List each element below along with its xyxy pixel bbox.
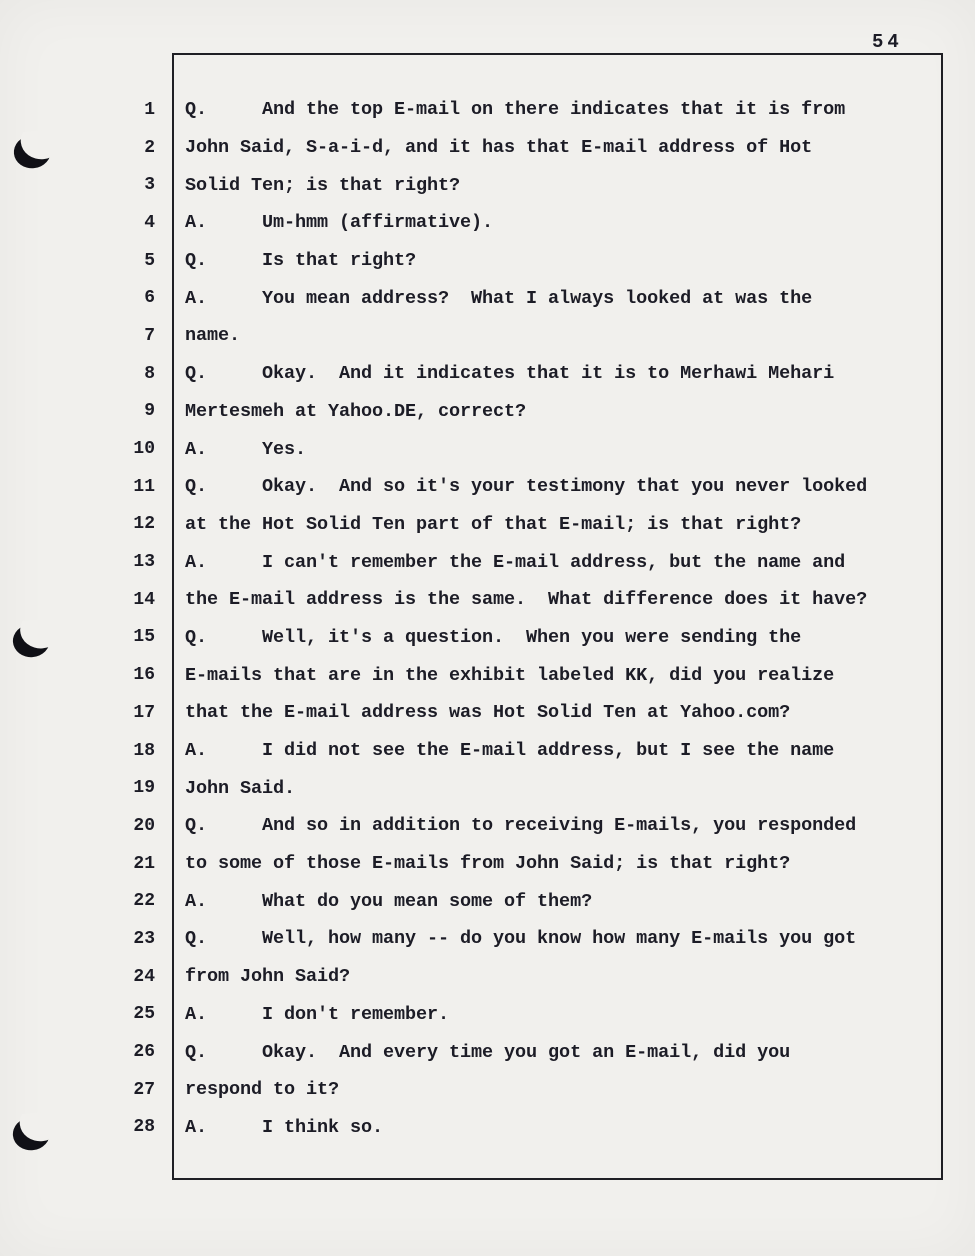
line-text: that the E-mail address was Hot Solid Ten at Yahoo.com? [185, 702, 791, 724]
line-text: Mertesmeh at Yahoo.DE, correct? [185, 400, 527, 422]
transcript-line [0, 355, 975, 393]
transcript-line [0, 279, 975, 317]
line-number: 3 [144, 175, 155, 196]
line-text: John Said. [185, 777, 296, 799]
line-text: A. What do you mean some of them? [185, 890, 593, 912]
transcript-line [0, 769, 975, 807]
transcript-line [0, 1109, 975, 1147]
transcript-line [0, 204, 975, 242]
line-number: 6 [144, 288, 155, 309]
line-number: 20 [133, 815, 155, 836]
line-number: 18 [133, 740, 155, 761]
transcript-line [0, 506, 975, 544]
line-number: 12 [133, 514, 155, 535]
line-text: Solid Ten; is that right? [185, 174, 461, 196]
transcript-line [0, 581, 975, 619]
transcript-line [0, 920, 975, 958]
line-text: the E-mail address is the same. What difference does it have? [185, 589, 868, 611]
transcript-rows [0, 91, 975, 1146]
line-number: 16 [133, 665, 155, 686]
line-number: 2 [144, 137, 155, 158]
line-number: 17 [133, 702, 155, 723]
line-text: John Said, S-a-i-d, and it has that E-mail address of Hot [185, 137, 813, 159]
line-text: Q. Well, how many -- do you know how many E-mails you got [185, 928, 857, 950]
line-number: 15 [133, 627, 155, 648]
line-number: 7 [144, 325, 155, 346]
line-text: Q. And the top E-mail on there indicates that it is from [185, 99, 846, 121]
line-text: A. You mean address? What I always looked at was the [185, 287, 813, 309]
line-text: at the Hot Solid Ten part of that E-mail; is that right? [185, 513, 802, 535]
line-number: 8 [144, 363, 155, 384]
line-text: name. [185, 325, 241, 347]
line-text: E-mails that are in the exhibit labeled KK, did you realize [185, 664, 835, 686]
transcript-line [0, 958, 975, 996]
line-number: 28 [133, 1117, 155, 1138]
transcript-line [0, 619, 975, 657]
line-number: 23 [133, 928, 155, 949]
line-number: 19 [133, 778, 155, 799]
line-number: 11 [133, 476, 155, 497]
line-number: 24 [133, 966, 155, 987]
line-number: 25 [133, 1004, 155, 1025]
line-text: A. I think so. [185, 1116, 384, 1138]
line-number: 9 [144, 401, 155, 422]
line-text: A. I can't remember the E-mail address, but the name and [185, 551, 846, 573]
line-number: 14 [133, 589, 155, 610]
transcript-line [0, 317, 975, 355]
transcript-line [0, 166, 975, 204]
transcript-line [0, 694, 975, 732]
line-number: 1 [144, 99, 155, 120]
transcript-line [0, 732, 975, 770]
line-number: 4 [144, 212, 155, 233]
line-text: A. Um-hmm (affirmative). [185, 212, 494, 234]
transcript-line [0, 1033, 975, 1071]
line-number: 27 [133, 1079, 155, 1100]
line-text: A. Yes. [185, 438, 307, 460]
transcript-line [0, 430, 975, 468]
transcript-line [0, 543, 975, 581]
transcript-line [0, 468, 975, 506]
line-text: A. I did not see the E-mail address, but I see the name [185, 740, 835, 762]
line-text: A. I don't remember. [185, 1003, 450, 1025]
line-number: 26 [133, 1042, 155, 1063]
line-text: to some of those E-mails from John Said; is that right? [185, 853, 791, 875]
transcript-line [0, 1071, 975, 1109]
line-text: Q. Okay. And every time you got an E-mail, did you [185, 1041, 791, 1063]
transcript-line [0, 996, 975, 1034]
line-text: Q. Okay. And it indicates that it is to Merhawi Mehari [185, 363, 835, 385]
line-text: Q. Is that right? [185, 250, 417, 272]
transcript-line [0, 91, 975, 129]
transcript-line [0, 882, 975, 920]
line-number: 13 [133, 552, 155, 573]
line-text: Q. And so in addition to receiving E-mails, you responded [185, 815, 857, 837]
line-text: respond to it? [185, 1079, 340, 1101]
transcript-line [0, 807, 975, 845]
line-number: 5 [144, 250, 155, 271]
transcript-line [0, 129, 975, 167]
line-text: from John Said? [185, 966, 351, 988]
page-number: 54 [872, 31, 903, 53]
line-number: 22 [133, 891, 155, 912]
line-text: Q. Okay. And so it's your testimony that you never looked [185, 476, 868, 498]
transcript-line [0, 845, 975, 883]
transcript-line [0, 656, 975, 694]
line-number: 21 [133, 853, 155, 874]
line-number: 10 [133, 439, 155, 460]
transcript-line [0, 393, 975, 431]
transcript-line [0, 242, 975, 280]
line-text: Q. Well, it's a question. When you were sending the [185, 626, 802, 648]
